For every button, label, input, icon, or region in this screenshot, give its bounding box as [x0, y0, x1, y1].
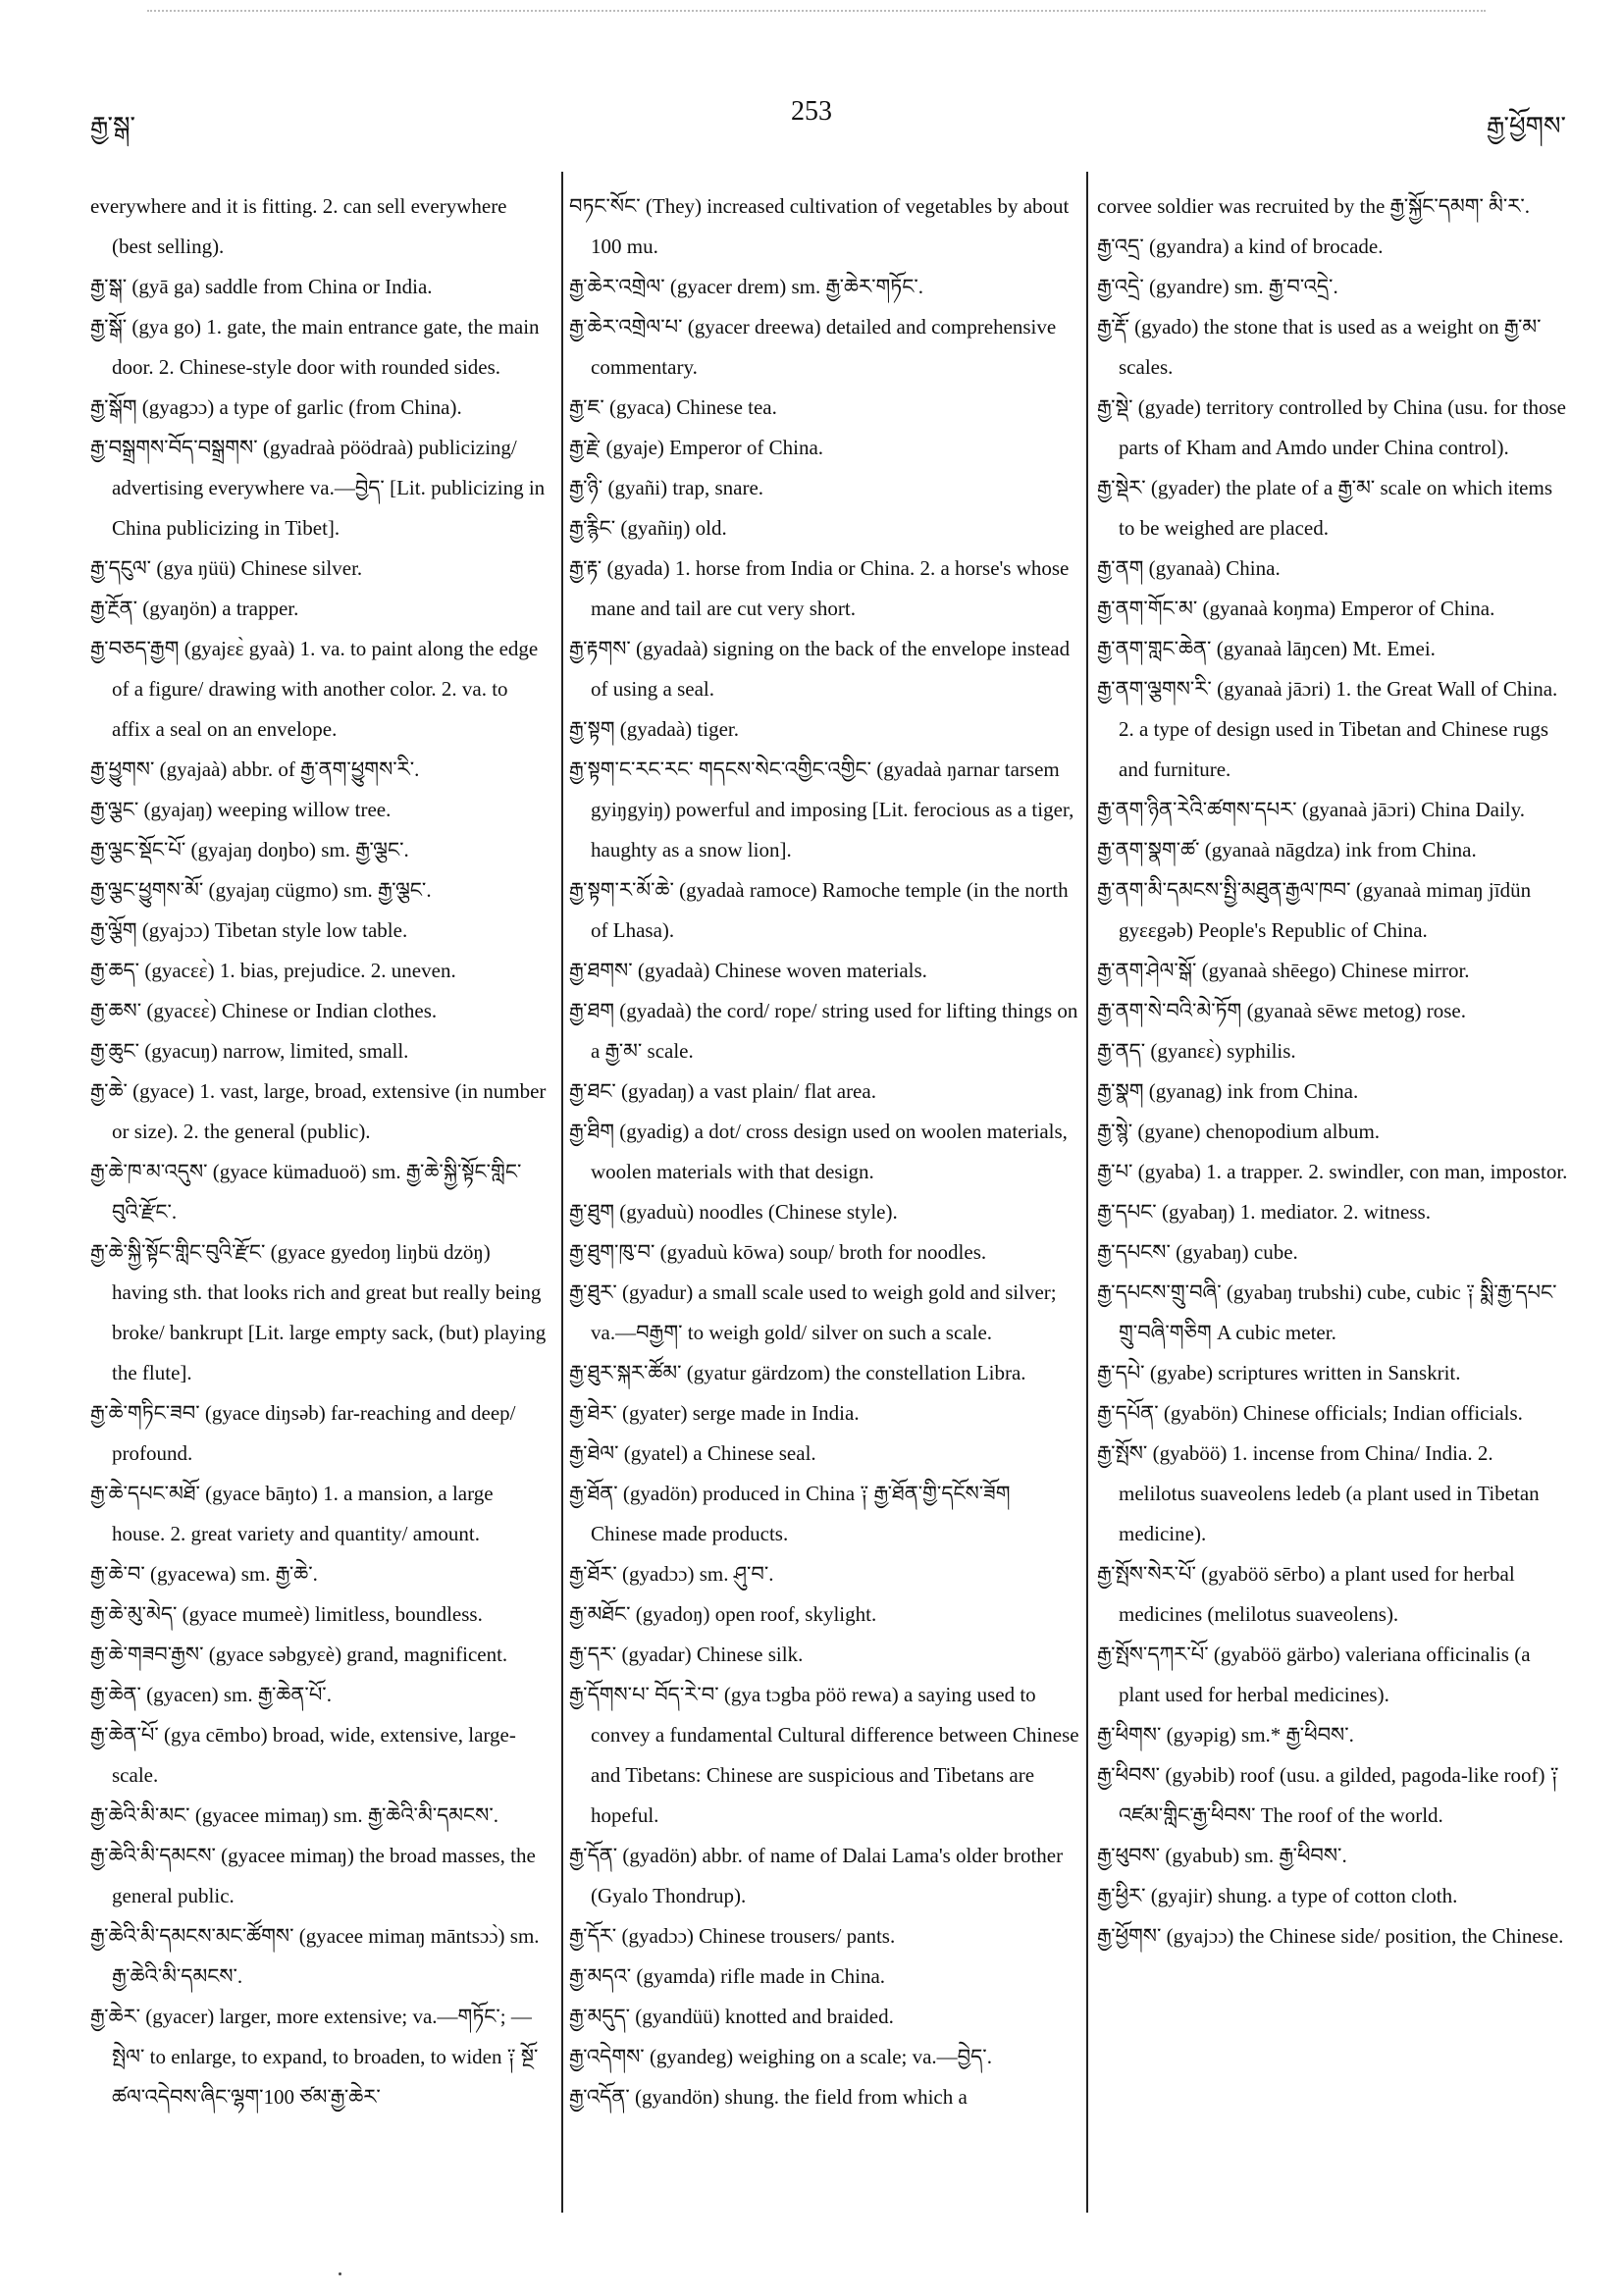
dictionary-entry: རྒྱ་ནད་ (gyanɛɛ̀) syphilis.	[1097, 1039, 1296, 1063]
dictionary-entry: རྒྱ་ཕྱིར་ (gyajir) shung. a type of cotton cloth.	[1097, 1884, 1458, 1907]
dictionary-entry: རྒྱ་ལྕོག (gyajɔɔ) Tibetan style low table.	[90, 918, 408, 942]
dictionary-entry: རྒྱ་མཐོང་ (gyadoŋ) open roof, skylight.	[569, 1602, 877, 1626]
dictionary-entry: རྒྱ་ཆེ་བ་ (gyacewa) sm. རྒྱ་ཆེ་.	[90, 1562, 318, 1586]
dictionary-entry: རྒྱ་ནག (gyanaà) China.	[1097, 556, 1281, 580]
dictionary-entry: རྒྱ་སྤོས་སེར་པོ་ (gyaböö sērbo) a plant used for herbal medicines (melilotus suaveolens).	[1097, 1562, 1515, 1626]
dictionary-entry: རྒྱ་ཆེར་འགྲེལ་པ་ (gyacer dreewa) detailed and comprehensive commentary.	[569, 315, 1057, 379]
dictionary-entry: རྒྱ་ཐུག (gyaduù) noodles (Chinese style).	[569, 1200, 898, 1224]
dictionary-entry: རྒྱ་ཆུང་ (gyacuŋ) narrow, limited, small.	[90, 1039, 409, 1063]
dictionary-entry: བཏང་སོང་ (They) increased cultivation of vegetables by about 100 mu.	[569, 194, 1070, 258]
dictionary-entry: རྒྱ་བཅད་རྒྱག (gyajɛɛ̀ gyaà) 1. va. to paint along the edge of a figure/ drawing with another color. 2. va. to affix a seal on an envelope.	[90, 637, 539, 741]
dictionary-entry: རྒྱ་ཆེ་མུ་མེད་ (gyace mumeè) limitless, boundless.	[90, 1602, 483, 1626]
dictionary-entry: རྒྱ་སྡེ་ (gyade) territory controlled by China (usu. for those parts of Kham and Amdo under China control).	[1097, 395, 1566, 459]
dictionary-entry: རྒྱ་དཔང་ (gyabaŋ) 1. mediator. 2. witness.	[1097, 1200, 1431, 1224]
dictionary-entry: རྒྱ་སྤོས་དཀར་པོ་ (gyaböö gärbo) valeriana officinalis (a plant used for herbal medicines).	[1097, 1643, 1531, 1706]
dictionary-entry: རྒྱ་ནག་གོང་མ་ (gyanaà koŋma) Emperor of China.	[1097, 597, 1495, 620]
dictionary-entry: རྒྱ་སྣག (gyanag) ink from China.	[1097, 1079, 1359, 1103]
dictionary-entry: རྒྱ་ཕུབས་ (gyabub) sm. རྒྱ་ཕིབས་.	[1097, 1844, 1347, 1867]
dictionary-entry: རྒྱ་ཆེའི་མི་མང་ (gyacee mimaŋ) sm. རྒྱ་ཆེའི་མི་དམངས་.	[90, 1803, 498, 1827]
dictionary-entry: རྒྱ་ཆེའི་མི་དམངས་མང་ཚོགས་ (gyacee mimaŋ māntsɔɔ̀) sm. རྒྱ་ཆེའི་མི་དམངས་.	[90, 1924, 540, 1988]
dictionary-entry: རྒྱ་ཆེ་དཔང་མཐོ་ (gyace bāŋto) 1. a mansion, a large house. 2. great variety and quantity/ amount.	[90, 1482, 494, 1545]
dictionary-entry: རྒྱ་མདུད་ (gyandüü) knotted and braided.	[569, 2005, 894, 2028]
dictionary-entry: རྒྱ་ཐོར་ (gyadɔɔ) sm. ཤུ་བ་.	[569, 1562, 774, 1586]
right-guideword: རྒྱ་ཕྱོགས་	[1487, 112, 1566, 141]
dictionary-entry: རྒྱ་ནག་ཉིན་རེའི་ཚགས་དཔར་ (gyanaà jāɔri) China Daily.	[1097, 798, 1526, 821]
dictionary-entry: རྒྱ་ལྕང་ཕྱུགས་མོ་ (gyajaŋ cügmo) sm. རྒྱ་ལྕང་.	[90, 878, 432, 902]
dictionary-entry: རྒྱ་སྒོ་ (gya go) 1. gate, the main entrance gate, the main door. 2. Chinese-style door with rounded sides.	[90, 315, 540, 379]
dictionary-entry: རྒྱ་དཔེ་ (gyabe) scriptures written in Sanskrit.	[1097, 1361, 1461, 1384]
dictionary-entry: རྒྱ་དར་ (gyadar) Chinese silk.	[569, 1643, 804, 1666]
dictionary-entry: རྒྱ་དོར་ (gyadɔɔ) Chinese trousers/ pants.	[569, 1924, 896, 1948]
dictionary-entry: རྒྱ་ཆེན་པོ་ (gya cēmbo) broad, wide, extensive, large-scale.	[90, 1723, 516, 1787]
dictionary-entry: རྒྱ་ཆེར་འགྲེལ་ (gyacer drem) sm. རྒྱ་ཆེར་གཏོང་.	[569, 275, 923, 298]
dictionary-entry: རྒྱ་ཕིགས་ (gyəpig) sm.* རྒྱ་ཕིབས་.	[1097, 1723, 1354, 1747]
dictionary-entry: རྒྱ་སྒ་ (gyā ga) saddle from China or India.	[90, 275, 433, 298]
dictionary-entry: རྒྱ་ཆེ་ཁ་མ་འདུས་ (gyace kümaduoö) sm. རྒྱ་ཆེ་སྐྱི་སྟོང་གླིང་བུའི་རྫོང་.	[90, 1160, 522, 1224]
dictionary-entry: རྒྱ་ཆད་ (gyacɛɛ̀) 1. bias, prejudice. 2. uneven.	[90, 959, 456, 982]
dictionary-column-2	[569, 186, 1079, 2237]
dictionary-entry: རྒྱ་རྔོན་ (gyaŋön) a trapper.	[90, 597, 299, 620]
dictionary-entry: རྒྱ་ཐང་ (gyadaŋ) a vast plain/ flat area.	[569, 1079, 876, 1103]
dictionary-entry: རྒྱ་ཆེ་གཟབ་རྒྱས་ (gyace səbgyɛè) grand, magnificent.	[90, 1643, 508, 1666]
dictionary-entry: རྒྱ་དཔངས་ (gyabaŋ) cube.	[1097, 1240, 1298, 1264]
dictionary-entry: རྒྱ་རྟགས་ (gyadaà) signing on the back of the envelope instead of using a seal.	[569, 637, 1071, 701]
dictionary-entry: corvee soldier was recruited by the རྒྱ་སྐྱོང་དམག་ མི་ར་.	[1097, 194, 1531, 218]
dictionary-entry: རྒྱ་རྗེ་ (gyaje) Emperor of China.	[569, 436, 824, 459]
dictionary-entry: རྒྱ་འདྲེ་ (gyandre) sm. རྒྱ་བ་འདྲེ་.	[1097, 275, 1338, 298]
dictionary-entry: རྒྱ་ཐོན་ (gyadön) produced in China ༑ རྒྱ་ཐོན་གྱི་དངོས་ཟོག Chinese made products.	[569, 1482, 1011, 1545]
scan-speck	[339, 2272, 341, 2275]
dictionary-entry: རྒྱ་ཆེ་ (gyace) 1. vast, large, broad, extensive (in number or size). 2. the general (public).	[90, 1079, 547, 1143]
dictionary-entry: རྒྱ་རྙིང་ (gyañiŋ) old.	[569, 516, 727, 540]
dictionary-entry: རྒྱ་མདའ་ (gyamda) rifle made in China.	[569, 1964, 886, 1988]
dictionary-entry: རྒྱ་སྟག་ར་མོ་ཆེ་ (gyadaà ramoce) Ramoche temple (in the north of Lhasa).	[569, 878, 1069, 942]
dictionary-entry: རྒྱ་ནག་མི་དམངས་སྤྱི་མཐུན་རྒྱལ་ཁབ་ (gyanaà mimaŋ jīdün gyɛɛgəb) People's Republic of China.	[1097, 878, 1532, 942]
dictionary-column-3	[1097, 186, 1570, 2237]
dictionary-entry: རྒྱ་ཆེ་སྐྱི་སྟོང་གླིང་བུའི་རྫོང་ (gyace gyedoŋ liŋbü dzöŋ) having sth. that looks rich and great but really being broke/ bankrupt [Lit. large empty sack, (but) playing the flute].	[90, 1240, 547, 1384]
dictionary-entry: རྒྱ་ནག་ཤེལ་སྒོ་ (gyanaà shēego) Chinese mirror.	[1097, 959, 1470, 982]
dictionary-entry: རྒྱ་ཆེར་ (gyacer) larger, more extensive; va.—གཏོང་; —སྤེལ་ to enlarge, to expand, to broaden, to widen ༑ སྔོ་ཚལ་འདེབས་ཞིང་ལྷག་100 ཙམ་རྒྱ་ཆེར་	[90, 2005, 539, 2109]
dictionary-entry: རྒྱ་ཐེར་ (gyater) serge made in India.	[569, 1401, 860, 1425]
page-number: 253	[791, 96, 832, 127]
dictionary-entry: རྒྱ་སྡེར་ (gyader) the plate of a རྒྱ་མ་ scale on which items to be weighed are placed.	[1097, 476, 1553, 540]
column-divider	[1086, 172, 1088, 2213]
dictionary-entry: རྒྱ་སྟག (gyadaà) tiger.	[569, 717, 739, 741]
dictionary-entry: རྒྱ་ཐགས་ (gyadaà) Chinese woven materials.	[569, 959, 927, 982]
dictionary-entry: རྒྱ་སྟག་ང་རང་རང་ གདངས་སེང་འགྱིང་འགྱིང་ (gyadaà ŋarnar tarsem gyiŋgyiŋ) powerful and imposing [Lit. ferocious as a tiger, haughty as a snow lion].	[569, 757, 1074, 861]
dictionary-entry: རྒྱ་ཆེ་གཏིང་ཟབ་ (gyace diŋsəb) far-reaching and deep/ profound.	[90, 1401, 516, 1465]
dictionary-entry: རྒྱ་ཐུག་ཁུ་བ་ (gyaduù kōwa) soup/ broth for noodles.	[569, 1240, 987, 1264]
dictionary-entry: རྒྱ་ལྕང་ (gyajaŋ) weeping willow tree.	[90, 798, 392, 821]
dictionary-entry: རྒྱ་ནག་གླང་ཆེན་ (gyanaà lāŋcen) Mt. Emei.	[1097, 637, 1436, 660]
dictionary-entry: རྒྱ་ཐུར་ (gyadur) a small scale used to weigh gold and silver; va.—བརྒྱག་ to weigh gold/ silver on such a scale.	[569, 1280, 1057, 1344]
dictionary-entry: རྒྱ་ནག་སེ་བའི་མེ་ཏོག (gyanaà sēwɛ metog) rose.	[1097, 999, 1466, 1022]
dictionary-entry: རྒྱ་ཉི་ (gyañi) trap, snare.	[569, 476, 764, 499]
dictionary-entry: རྒྱ་རྟ་ (gyada) 1. horse from India or China. 2. a horse's whose mane and tail are cut very short.	[569, 556, 1070, 620]
column-divider	[561, 172, 563, 2213]
dictionary-entry: རྒྱ་འདོན་ (gyandön) shung. the field from which a	[569, 2085, 968, 2109]
dictionary-entry: རྒྱ་ཐིག (gyadig) a dot/ cross design used on woolen materials, woolen materials with that design.	[569, 1120, 1068, 1183]
dictionary-entry: རྒྱ་ཐག (gyadaà) the cord/ rope/ string used for lifting things on a རྒྱ་མ་ scale.	[569, 999, 1078, 1063]
dictionary-entry: རྒྱ་ཐུར་སྐར་ཚོམ་ (gyatur gärdzom) the constellation Libra.	[569, 1361, 1026, 1384]
dictionary-entry: རྒྱ་ཆེའི་མི་དམངས་ (gyacee mimaŋ) the broad masses, the general public.	[90, 1844, 536, 1907]
dictionary-entry: རྒྱ་ཇ་ (gyaca) Chinese tea.	[569, 395, 777, 419]
dictionary-entry: རྒྱ་དོགས་པ་ བོད་རེ་བ་ (gya tɔgba pöö rewa) a saying used to convey a fundamental Cultural difference between Chinese and Tibetans: Chinese are suspicious and Tibetans are hopeful.	[569, 1683, 1079, 1827]
dictionary-entry: རྒྱ་འདེགས་ (gyandeg) weighing on a scale; va.—བྱེད་.	[569, 2045, 992, 2068]
dictionary-entry: རྒྱ་དཔོན་ (gyabön) Chinese officials; Indian officials.	[1097, 1401, 1523, 1425]
dictionary-entry: རྒྱ་ནག་སྣག་ཚ་ (gyanaà nāgdza) ink from China.	[1097, 838, 1477, 861]
scan-border-line	[147, 10, 1486, 12]
dictionary-entry: རྒྱ་ཕྱོགས་ (gyajɔɔ) the Chinese side/ position, the Chinese.	[1097, 1924, 1564, 1948]
dictionary-entry: རྒྱ་ལྕང་སྡོང་པོ་ (gyajaŋ doŋbo) sm. རྒྱ་ལྕང་.	[90, 838, 409, 861]
dictionary-entry: everywhere and it is fitting. 2. can sell everywhere (best selling).	[90, 194, 507, 258]
dictionary-entry: རྒྱ་ཆེན་ (gyacen) sm. རྒྱ་ཆེན་པོ་.	[90, 1683, 332, 1706]
dictionary-entry: རྒྱ་དཔངས་གྲུ་བཞི་ (gyabaŋ trubshi) cube, cubic ༑ སྨི་རྒྱ་དཔང་གྲུ་བཞི་གཅིག A cubic meter.	[1097, 1280, 1557, 1344]
dictionary-entry: རྒྱ་ཆས་ (gyacɛɛ̀) Chinese or Indian clothes.	[90, 999, 438, 1022]
dictionary-entry: རྒྱ་སྙེ་ (gyane) chenopodium album.	[1097, 1120, 1381, 1143]
dictionary-entry: རྒྱ་སྒོག (gyagɔɔ) a type of garlic (from China).	[90, 395, 462, 419]
dictionary-entry: རྒྱ་ཕིབས་ (gyəbib) roof (usu. a gilded, pagoda-like roof) ༑ འཛམ་གླིང་རྒྱ་ཕིབས་ The roof of the world.	[1097, 1763, 1559, 1827]
dictionary-entry: རྒྱ་པ་ (gyaba) 1. a trapper. 2. swindler, con man, impostor.	[1097, 1160, 1568, 1183]
dictionary-column-1	[90, 186, 551, 2237]
dictionary-entry: རྒྱ་དོན་ (gyadön) abbr. of name of Dalai Lama's older brother (Gyalo Thondrup).	[569, 1844, 1064, 1907]
dictionary-entry: རྒྱ་ནག་ལྕགས་རི་ (gyanaà jāɔri) 1. the Great Wall of China. 2. a type of design used in Tibetan and Chinese rugs and furniture.	[1097, 677, 1558, 781]
dictionary-entry: རྒྱ་རྡོ་ (gyado) the stone that is used as a weight on རྒྱ་མ་ scales.	[1097, 315, 1542, 379]
dictionary-entry: རྒྱ་སྤོས་ (gyaböö) 1. incense from China/ India. 2. melilotus suaveolens ledeb (a plant used in Tibetan medicine).	[1097, 1441, 1540, 1545]
dictionary-entry: རྒྱ་འདྲ་ (gyandra) a kind of brocade.	[1097, 235, 1384, 258]
dictionary-entry: རྒྱ་ཐེལ་ (gyatel) a Chinese seal.	[569, 1441, 816, 1465]
left-guideword: རྒྱ་སྒ་	[90, 112, 135, 141]
dictionary-entry: རྒྱ་བསྒྲགས་བོད་བསྒྲགས་ (gyadraà pöödraà) publicizing/ advertising everywhere va.—བྱེད་ [Lit. publicizing in China publicizing in Tibet].	[90, 436, 546, 540]
dictionary-entry: རྒྱ་དངུལ་ (gya ŋüü) Chinese silver.	[90, 556, 363, 580]
dictionary-entry: རྒྱ་ཕྱུགས་ (gyajaà) abbr. of རྒྱ་ནག་ཕྱུགས་རི་.	[90, 757, 420, 781]
